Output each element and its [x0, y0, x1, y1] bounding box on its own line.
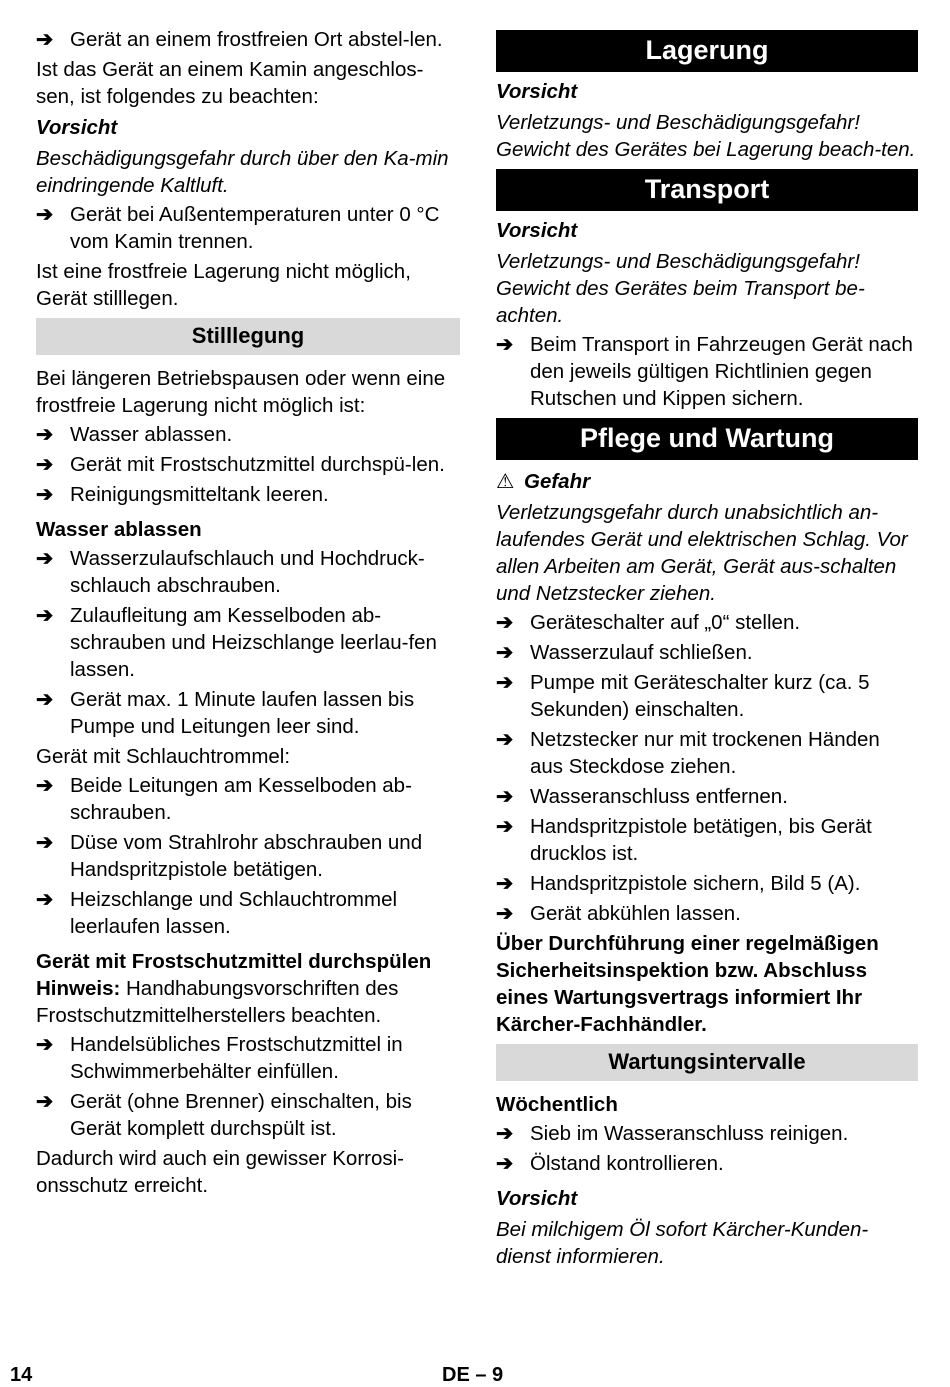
- note-text: Handhabungsvorschriften des Frostschutzmittelherstellers beachten.: [36, 977, 399, 1027]
- caution-label: Vorsicht: [36, 116, 118, 139]
- page-number: 14: [10, 1364, 33, 1386]
- list-item: ➔ Gerät bei Außentemperaturen unter 0 °C vom Kamin trennen.: [36, 203, 440, 253]
- paragraph: Bei längeren Betriebspausen oder wenn eine frostfreie Lagerung nicht möglich ist:: [36, 367, 446, 417]
- subheading-frostschutz: Gerät mit Frostschutzmittel durchspülen: [36, 950, 432, 973]
- subheading-wasser-ablassen: Wasser ablassen: [36, 518, 202, 541]
- arrow-icon: ➔: [496, 333, 514, 356]
- note-label: Hinweis:: [36, 977, 121, 1000]
- arrow-icon: ➔: [496, 785, 514, 808]
- arrow-icon: ➔: [496, 1122, 514, 1145]
- list-item: ➔ Wasser ablassen.: [36, 423, 233, 446]
- list-item: ➔ Düse vom Strahlrohr abschrauben und Handspritzpistole betätigen.: [36, 831, 423, 881]
- danger-text: Verletzungsgefahr durch unabsichtlich an-laufendes Gerät und elektrischen Schlag. Vor allen Arbeiten am Gerät, Gerät aus-schalten und Netzstecker ziehen.: [496, 501, 908, 605]
- arrow-icon: ➔: [496, 902, 514, 925]
- arrow-icon: ➔: [36, 1033, 54, 1056]
- arrow-icon: ➔: [36, 774, 54, 797]
- paragraph: Ist eine frostfreie Lagerung nicht möglich, Gerät stilllegen.: [36, 260, 411, 310]
- paragraph: Ist das Gerät an einem Kamin angeschlos-sen, ist folgendes zu beachten:: [36, 58, 424, 108]
- list-item: ➔ Gerät max. 1 Minute laufen lassen bis Pumpe und Leitungen leer sind.: [36, 688, 415, 738]
- arrow-icon: ➔: [36, 604, 54, 627]
- arrow-icon: ➔: [36, 423, 54, 446]
- list-item: ➔ Gerät mit Frostschutzmittel durchspü-len.: [36, 453, 445, 476]
- language-page-label: DE – 9: [442, 1364, 504, 1386]
- caution-label: Vorsicht: [496, 80, 578, 103]
- paragraph: Dadurch wird auch ein gewisser Korrosi-onsschutz erreicht.: [36, 1147, 405, 1197]
- arrow-icon: ➔: [36, 483, 54, 506]
- caution-label: Vorsicht: [496, 1187, 578, 1210]
- list-item: ➔ Handspritzpistole betätigen, bis Gerät drucklos ist.: [496, 815, 872, 865]
- caution-text: Verletzungs- und Beschädigungsgefahr! Gewicht des Gerätes bei Lagerung beach-ten.: [496, 111, 916, 161]
- right-column: [496, 24, 918, 1270]
- arrow-icon: ➔: [496, 641, 514, 664]
- list-item: ➔ Wasserzulaufschlauch und Hochdruck-schlauch abschrauben.: [36, 547, 425, 597]
- arrow-icon: ➔: [36, 203, 54, 226]
- section-heading-stilllegung: Stilllegung: [36, 318, 460, 355]
- caution-label: Vorsicht: [496, 219, 578, 242]
- list-item: ➔ Handspritzpistole sichern, Bild 5 (A).: [496, 872, 861, 895]
- section-heading-wartungsintervalle: Wartungsintervalle: [496, 1044, 918, 1081]
- list-item: ➔ Zulaufleitung am Kesselboden ab-schrauben und Heizschlange leerlau-fen lassen.: [36, 604, 437, 681]
- list-item: ➔ Beim Transport in Fahrzeugen Gerät nach den jeweils gültigen Richtlinien gegen Rutschen und Kippen sichern.: [496, 333, 913, 410]
- arrow-icon: ➔: [36, 547, 54, 570]
- arrow-icon: ➔: [36, 831, 54, 854]
- arrow-icon: ➔: [36, 688, 54, 711]
- list-item: ➔ Handelsübliches Frostschutzmittel in Schwimmerbehälter einfüllen.: [36, 1033, 403, 1083]
- list-item: ➔ Geräteschalter auf „0“ stellen.: [496, 611, 801, 634]
- danger-label: ⚠ Gefahr: [496, 470, 591, 493]
- arrow-icon: ➔: [36, 453, 54, 476]
- arrow-icon: ➔: [496, 611, 514, 634]
- list-item: ➔ Heizschlange und Schlauchtrommel leerlaufen lassen.: [36, 888, 398, 938]
- left-column: [36, 24, 460, 1199]
- caution-text: Bei milchigem Öl sofort Kärcher-Kunden-dienst informieren.: [496, 1218, 869, 1268]
- info-paragraph: Über Durchführung einer regelmäßigen Sicherheitsinspektion bzw. Abschluss eines Wartungsvertrags informiert Ihr Kärcher-Fachhändler.: [496, 932, 879, 1036]
- list-item: ➔ Pumpe mit Geräteschalter kurz (ca. 5 Sekunden) einschalten.: [496, 671, 870, 721]
- arrow-icon: ➔: [496, 815, 514, 838]
- section-heading-lagerung: Lagerung: [496, 30, 918, 72]
- section-heading-transport: Transport: [496, 169, 918, 211]
- note-paragraph: [36, 975, 460, 1029]
- list-item: ➔ Netzstecker nur mit trockenen Händen aus Steckdose ziehen.: [496, 728, 880, 778]
- list-item: ➔ Gerät (ohne Brenner) einschalten, bis Gerät komplett durchspült ist.: [36, 1090, 412, 1140]
- warning-icon: ⚠: [496, 470, 515, 493]
- arrow-icon: ➔: [496, 671, 514, 694]
- caution-text: Beschädigungsgefahr durch über den Ka-min eindringende Kaltluft.: [36, 147, 449, 197]
- list-item: ➔ Ölstand kontrollieren.: [496, 1152, 724, 1175]
- arrow-icon: ➔: [496, 1152, 514, 1175]
- arrow-icon: ➔: [36, 28, 54, 51]
- subheading-woechentlich: Wöchentlich: [496, 1093, 618, 1116]
- arrow-icon: ➔: [496, 872, 514, 895]
- list-item: ➔ Reinigungsmitteltank leeren.: [36, 483, 329, 506]
- arrow-icon: ➔: [496, 728, 514, 751]
- arrow-icon: ➔: [36, 1090, 54, 1113]
- arrow-icon: ➔: [36, 888, 54, 911]
- list-item: ➔ Wasseranschluss entfernen.: [496, 785, 788, 808]
- list-item: ➔ Sieb im Wasseranschluss reinigen.: [496, 1122, 849, 1145]
- list-item: ➔ Beide Leitungen am Kesselboden ab-schrauben.: [36, 774, 412, 824]
- caution-text: Verletzungs- und Beschädigungsgefahr! Gewicht des Gerätes beim Transport be-achten.: [496, 250, 865, 327]
- paragraph: Gerät mit Schlauchtrommel:: [36, 745, 291, 768]
- list-item: ➔ Gerät an einem frostfreien Ort abstel-len.: [36, 28, 443, 51]
- section-heading-pflege: Pflege und Wartung: [496, 418, 918, 460]
- list-item: ➔ Wasserzulauf schließen.: [496, 641, 753, 664]
- list-item: ➔ Gerät abkühlen lassen.: [496, 902, 741, 925]
